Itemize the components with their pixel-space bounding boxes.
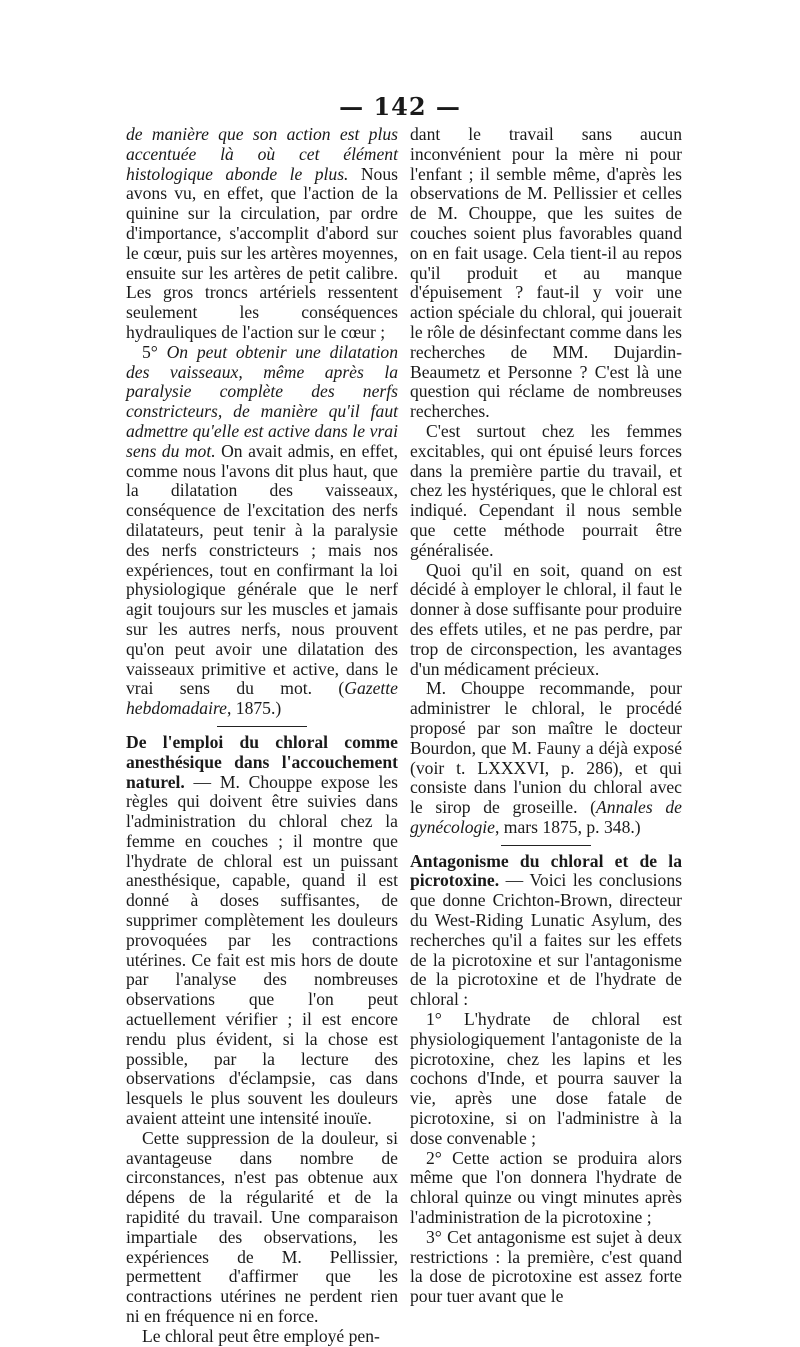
separator-rule (217, 726, 307, 727)
paragraph (126, 125, 398, 343)
paragraph: Quoi qu'il en soit, quand on est décidé à employer le chloral, il faut le donner à dose suffisante pour produire des effets utiles, et ne pas perdre, par trop de circonspection, les avantages d'un médicament précieux. (410, 559, 682, 679)
emphasis-text: On peut obtenir une dilatation des vaisseaux, même après la paralysie complète des nerfs constricteurs, de manière qu'il faut admettre qu'elle est active dans le vrai sens du mot. (126, 341, 398, 461)
source-title: Annales de gynécologie (410, 797, 682, 837)
body-text: — Voici les conclusions que donne Crichton-Brown, directeur du West-Riding Lunatic Asylum, des recherches qu'il a faites sur les effets de la picrotoxine et sur l'antagonisme de la picrotoxine et de l'hydrate de chloral : (410, 870, 682, 1010)
article-heading: De l'emploi du chloral comme anesthésique dans l'accouchement naturel. (126, 731, 398, 792)
paragraph: Cette suppression de la douleur, si avantageuse dans nombre de circonstances, n'est pas obtenue aux dépens de la régularité et de la rapidité du travail. Une comparaison impartiale des observations, les expériences de M. Pellissier, permettent d'affirmer que les contractions utérines ne perdent rien ni en fréquence ni en force. (126, 1127, 398, 1327)
paragraph (410, 679, 682, 837)
emphasis-text: de manière que son action est plus accentuée là où cet élément histologique abonde le plus. (126, 124, 398, 184)
article-heading: Antagonisme du chloral et de la picrotoxine. (410, 850, 682, 891)
body-text: M. Chouppe recommande, pour administrer le chloral, le procédé proposé par son maître le docteur Bourdon, que M. Fauny a déjà exposé (voir t. LXXXVI, p. 286), et qui consiste dans l'union du chloral avec le sirop de groseille. ( (410, 678, 682, 818)
body-text: On avait admis, en effet, comme nous l'avons dit plus haut, que la dilatation des vaisseaux, conséquence de l'excitation des nerfs dilatateurs, peut tenir à la paralysie des nerfs constricteurs ; mais nos expériences, tout en confirmant la loi physiologique générale que le nerf agit toujours sur les muscles et jamais sur les autres nerfs, nous prouvent qu'on peut avoir une dilatation des vaisseaux primitive et active, dans le vrai sens du mot. ( (126, 440, 398, 699)
paragraph: Le chloral peut être employé pen- (142, 1325, 380, 1346)
paragraph (126, 343, 398, 719)
paragraph: dant le travail sans aucun inconvénient pour la mère ni pour l'enfant ; il semble même, d'après les observations de M. Pellissier et celles de M. Chouppe, que les suites de couches soient plus favorables quand on en fait usage. Cela tient-il au repos qu'il produit et au manque d'épuisement ? faut-il y voir une action spéciale du chloral, qui jouerait le rôle de désinfectant comme dans les recherches de MM. Dujardin-Beaumetz et Personne ? C'est là une question qui réclame de nombreuses recherches. (410, 124, 682, 422)
paragraph (410, 852, 682, 1010)
source-title: Gazette hebdomadaire (126, 678, 398, 719)
paragraph: 2° Cette action se produira alors même que l'on donnera l'hydrate de chloral quinze ou vingt minutes après l'administration de la picrotoxine ; (410, 1147, 682, 1228)
source-date: , mars 1875, p. 348.) (495, 816, 641, 837)
paragraph: C'est surtout chez les femmes excitables, qui ont épuisé leurs forces dans la première partie du travail, et chez les hystériques, que le chloral est indiqué. Cependant il nous semble que cette méthode pourrait être généralisée. (410, 420, 682, 560)
separator-rule (501, 845, 591, 846)
paragraph: 1° L'hydrate de chloral est physiologiquement l'antagoniste de la picrotoxine, chez les lapins et les cochons d'Inde, et pourra sauver la vie, après une dose fatale de picrotoxine, si on l'administre à la dose convenable ; (410, 1009, 682, 1148)
paragraph: 3° Cet antagonisme est sujet à deux restrictions : la première, c'est quand la dose de picrotoxine est assez forte pour tuer avant que le (410, 1226, 682, 1307)
page-number: — 142 — (339, 92, 461, 121)
left-column (126, 125, 398, 1347)
body-text: Nous avons vu, en effet, que l'action de la quinine sur la circulation, par ordre d'importance, s'accomplit d'abord sur le cœur, puis sur les artères moyennes, ensuite sur les artères de petit calibre. Les gros troncs artériels ressentent seulement les conséquences hydrauliques de l'action sur le cœur ; (126, 163, 398, 342)
source-date: , 1875.) (226, 698, 282, 719)
body-text: — M. Chouppe expose les règles qui doivent être suivies dans l'administration du chloral chez la femme en couches ; il montre que l'hydrate de chloral est un puissant anesthésique, capable, quand il est donné à doses suffisantes, de supprimer complètement les douleurs provoquées par les contractions utérines. Ce fait est mis hors de doute par l'analyse des nombreuses observations que l'on peut actuellement vérifier ; il est encore rendu plus évident, si la chose est possible, par la lecture des observations d'éclampsie, cas dans lesquels le plus souvent les douleurs avaient atteint une intensité inouïe. (126, 771, 398, 1129)
paragraph (126, 733, 398, 1129)
list-number: 5° (142, 341, 167, 362)
right-column (410, 125, 682, 1307)
